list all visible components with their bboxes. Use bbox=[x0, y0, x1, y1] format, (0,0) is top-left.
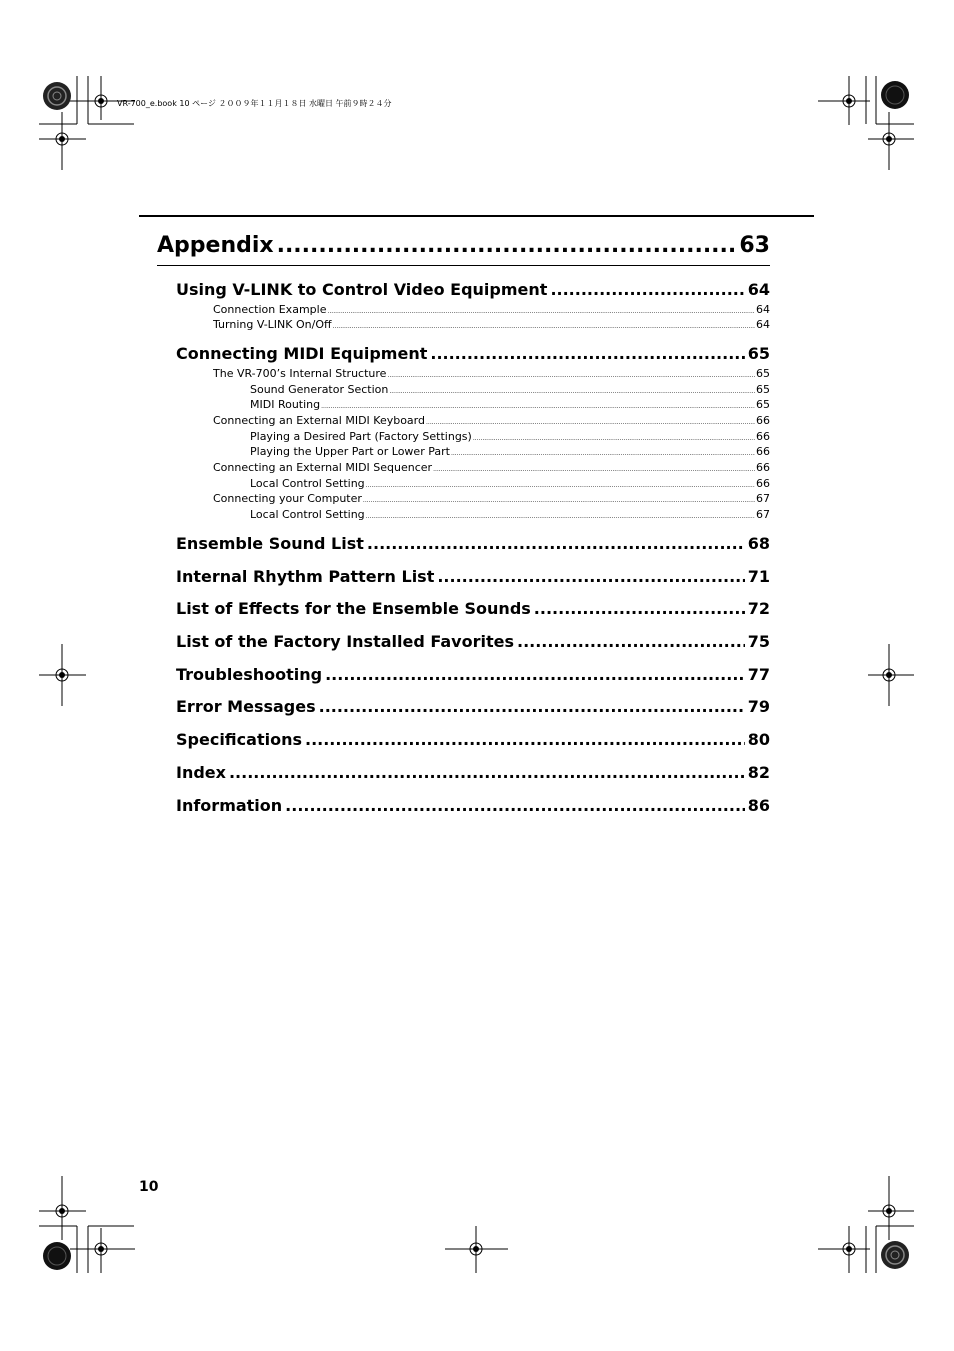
section-page: 77 bbox=[747, 665, 770, 684]
dot-leader bbox=[363, 497, 755, 504]
toc-section[interactable] bbox=[176, 763, 770, 782]
toc-item[interactable] bbox=[250, 398, 770, 411]
section-title: Ensemble Sound List bbox=[176, 534, 364, 553]
appendix-rule bbox=[157, 265, 770, 266]
dot-leader bbox=[550, 280, 744, 299]
item-page: 64 bbox=[756, 303, 770, 316]
toc-item[interactable] bbox=[213, 461, 770, 474]
item-label: Turning V-LINK On/Off bbox=[213, 318, 332, 331]
item-page: 65 bbox=[756, 367, 770, 380]
item-page: 66 bbox=[756, 414, 770, 427]
dot-leader bbox=[389, 388, 755, 395]
toc-section[interactable] bbox=[176, 344, 770, 363]
dot-leader bbox=[433, 466, 755, 473]
section-page: 80 bbox=[747, 730, 770, 749]
page-number: 10 bbox=[139, 1179, 159, 1195]
item-label: Connection Example bbox=[213, 303, 327, 316]
top-rule bbox=[139, 215, 814, 217]
item-page: 65 bbox=[756, 398, 770, 411]
toc-item[interactable] bbox=[213, 414, 770, 427]
dot-leader bbox=[367, 534, 745, 553]
dot-leader bbox=[229, 763, 745, 782]
section-title: Connecting MIDI Equipment bbox=[176, 344, 428, 363]
print-info-header: VR-700_e.book 10 ページ ２００９年１１月１８日 水曜日 午前９時２４分 bbox=[117, 99, 392, 108]
dot-leader bbox=[333, 323, 755, 330]
section-title: Troubleshooting bbox=[176, 665, 323, 684]
toc-section[interactable] bbox=[176, 665, 770, 684]
dot-leader bbox=[277, 233, 737, 258]
toc-section[interactable] bbox=[176, 796, 770, 815]
appendix-page: 63 bbox=[739, 233, 770, 258]
dot-leader bbox=[285, 796, 745, 815]
section-page: 79 bbox=[747, 697, 770, 716]
section-page: 72 bbox=[747, 599, 770, 618]
toc-section[interactable] bbox=[176, 599, 770, 618]
section-page: 75 bbox=[747, 632, 770, 651]
item-label: The VR-700’s Internal Structure bbox=[213, 367, 387, 380]
dot-leader bbox=[437, 567, 744, 586]
toc-section[interactable] bbox=[176, 697, 770, 716]
toc-item[interactable] bbox=[250, 477, 770, 490]
item-page: 67 bbox=[756, 508, 770, 521]
toc-section[interactable] bbox=[176, 280, 770, 299]
section-title: Using V-LINK to Control Video Equipment bbox=[176, 280, 548, 299]
section-page: 65 bbox=[747, 344, 770, 363]
toc-section[interactable] bbox=[176, 534, 770, 553]
dot-leader bbox=[325, 665, 745, 684]
section-title: Internal Rhythm Pattern List bbox=[176, 567, 435, 586]
dot-leader bbox=[366, 513, 755, 520]
item-page: 66 bbox=[756, 461, 770, 474]
section-title: Index bbox=[176, 763, 226, 782]
item-label: Sound Generator Section bbox=[250, 383, 389, 396]
toc-item[interactable] bbox=[250, 383, 770, 396]
section-title: Error Messages bbox=[176, 697, 316, 716]
section-title: Specifications bbox=[176, 730, 302, 749]
dot-leader bbox=[321, 403, 755, 410]
toc-item[interactable] bbox=[213, 318, 770, 331]
dot-leader bbox=[319, 697, 745, 716]
section-title: Information bbox=[176, 796, 283, 815]
dot-leader bbox=[426, 419, 755, 426]
item-label: Playing a Desired Part (Factory Settings) bbox=[250, 430, 472, 443]
toc-item[interactable] bbox=[213, 492, 770, 505]
item-label: Connecting an External MIDI Keyboard bbox=[213, 414, 425, 427]
toc-section[interactable] bbox=[176, 632, 770, 651]
item-page: 66 bbox=[756, 430, 770, 443]
item-page: 66 bbox=[756, 477, 770, 490]
dot-leader bbox=[451, 450, 755, 457]
item-label: MIDI Routing bbox=[250, 398, 321, 411]
toc-item[interactable] bbox=[213, 367, 770, 380]
item-page: 65 bbox=[756, 383, 770, 396]
dot-leader bbox=[327, 308, 755, 315]
section-page: 71 bbox=[747, 567, 770, 586]
section-title: List of Effects for the Ensemble Sounds bbox=[176, 599, 531, 618]
appendix-heading[interactable] bbox=[157, 233, 770, 258]
toc-item[interactable] bbox=[250, 430, 770, 443]
section-page: 82 bbox=[747, 763, 770, 782]
dot-leader bbox=[473, 435, 755, 442]
item-label: Local Control Setting bbox=[250, 477, 365, 490]
toc-item[interactable] bbox=[250, 445, 770, 458]
dot-leader bbox=[517, 632, 745, 651]
toc-section[interactable] bbox=[176, 567, 770, 586]
item-page: 67 bbox=[756, 492, 770, 505]
item-label: Local Control Setting bbox=[250, 508, 365, 521]
dot-leader bbox=[387, 372, 755, 379]
toc-item[interactable] bbox=[250, 508, 770, 521]
dot-leader bbox=[305, 730, 745, 749]
item-page: 66 bbox=[756, 445, 770, 458]
dot-leader bbox=[430, 344, 744, 363]
section-page: 64 bbox=[747, 280, 770, 299]
toc-section[interactable] bbox=[176, 730, 770, 749]
dot-leader bbox=[534, 599, 745, 618]
item-label: Connecting your Computer bbox=[213, 492, 362, 505]
toc-item[interactable] bbox=[213, 303, 770, 316]
appendix-title: Appendix bbox=[157, 233, 274, 258]
section-page: 86 bbox=[747, 796, 770, 815]
item-label: Playing the Upper Part or Lower Part bbox=[250, 445, 450, 458]
section-title: List of the Factory Installed Favorites bbox=[176, 632, 514, 651]
item-label: Connecting an External MIDI Sequencer bbox=[213, 461, 433, 474]
dot-leader bbox=[366, 482, 755, 489]
section-page: 68 bbox=[747, 534, 770, 553]
item-page: 64 bbox=[756, 318, 770, 331]
